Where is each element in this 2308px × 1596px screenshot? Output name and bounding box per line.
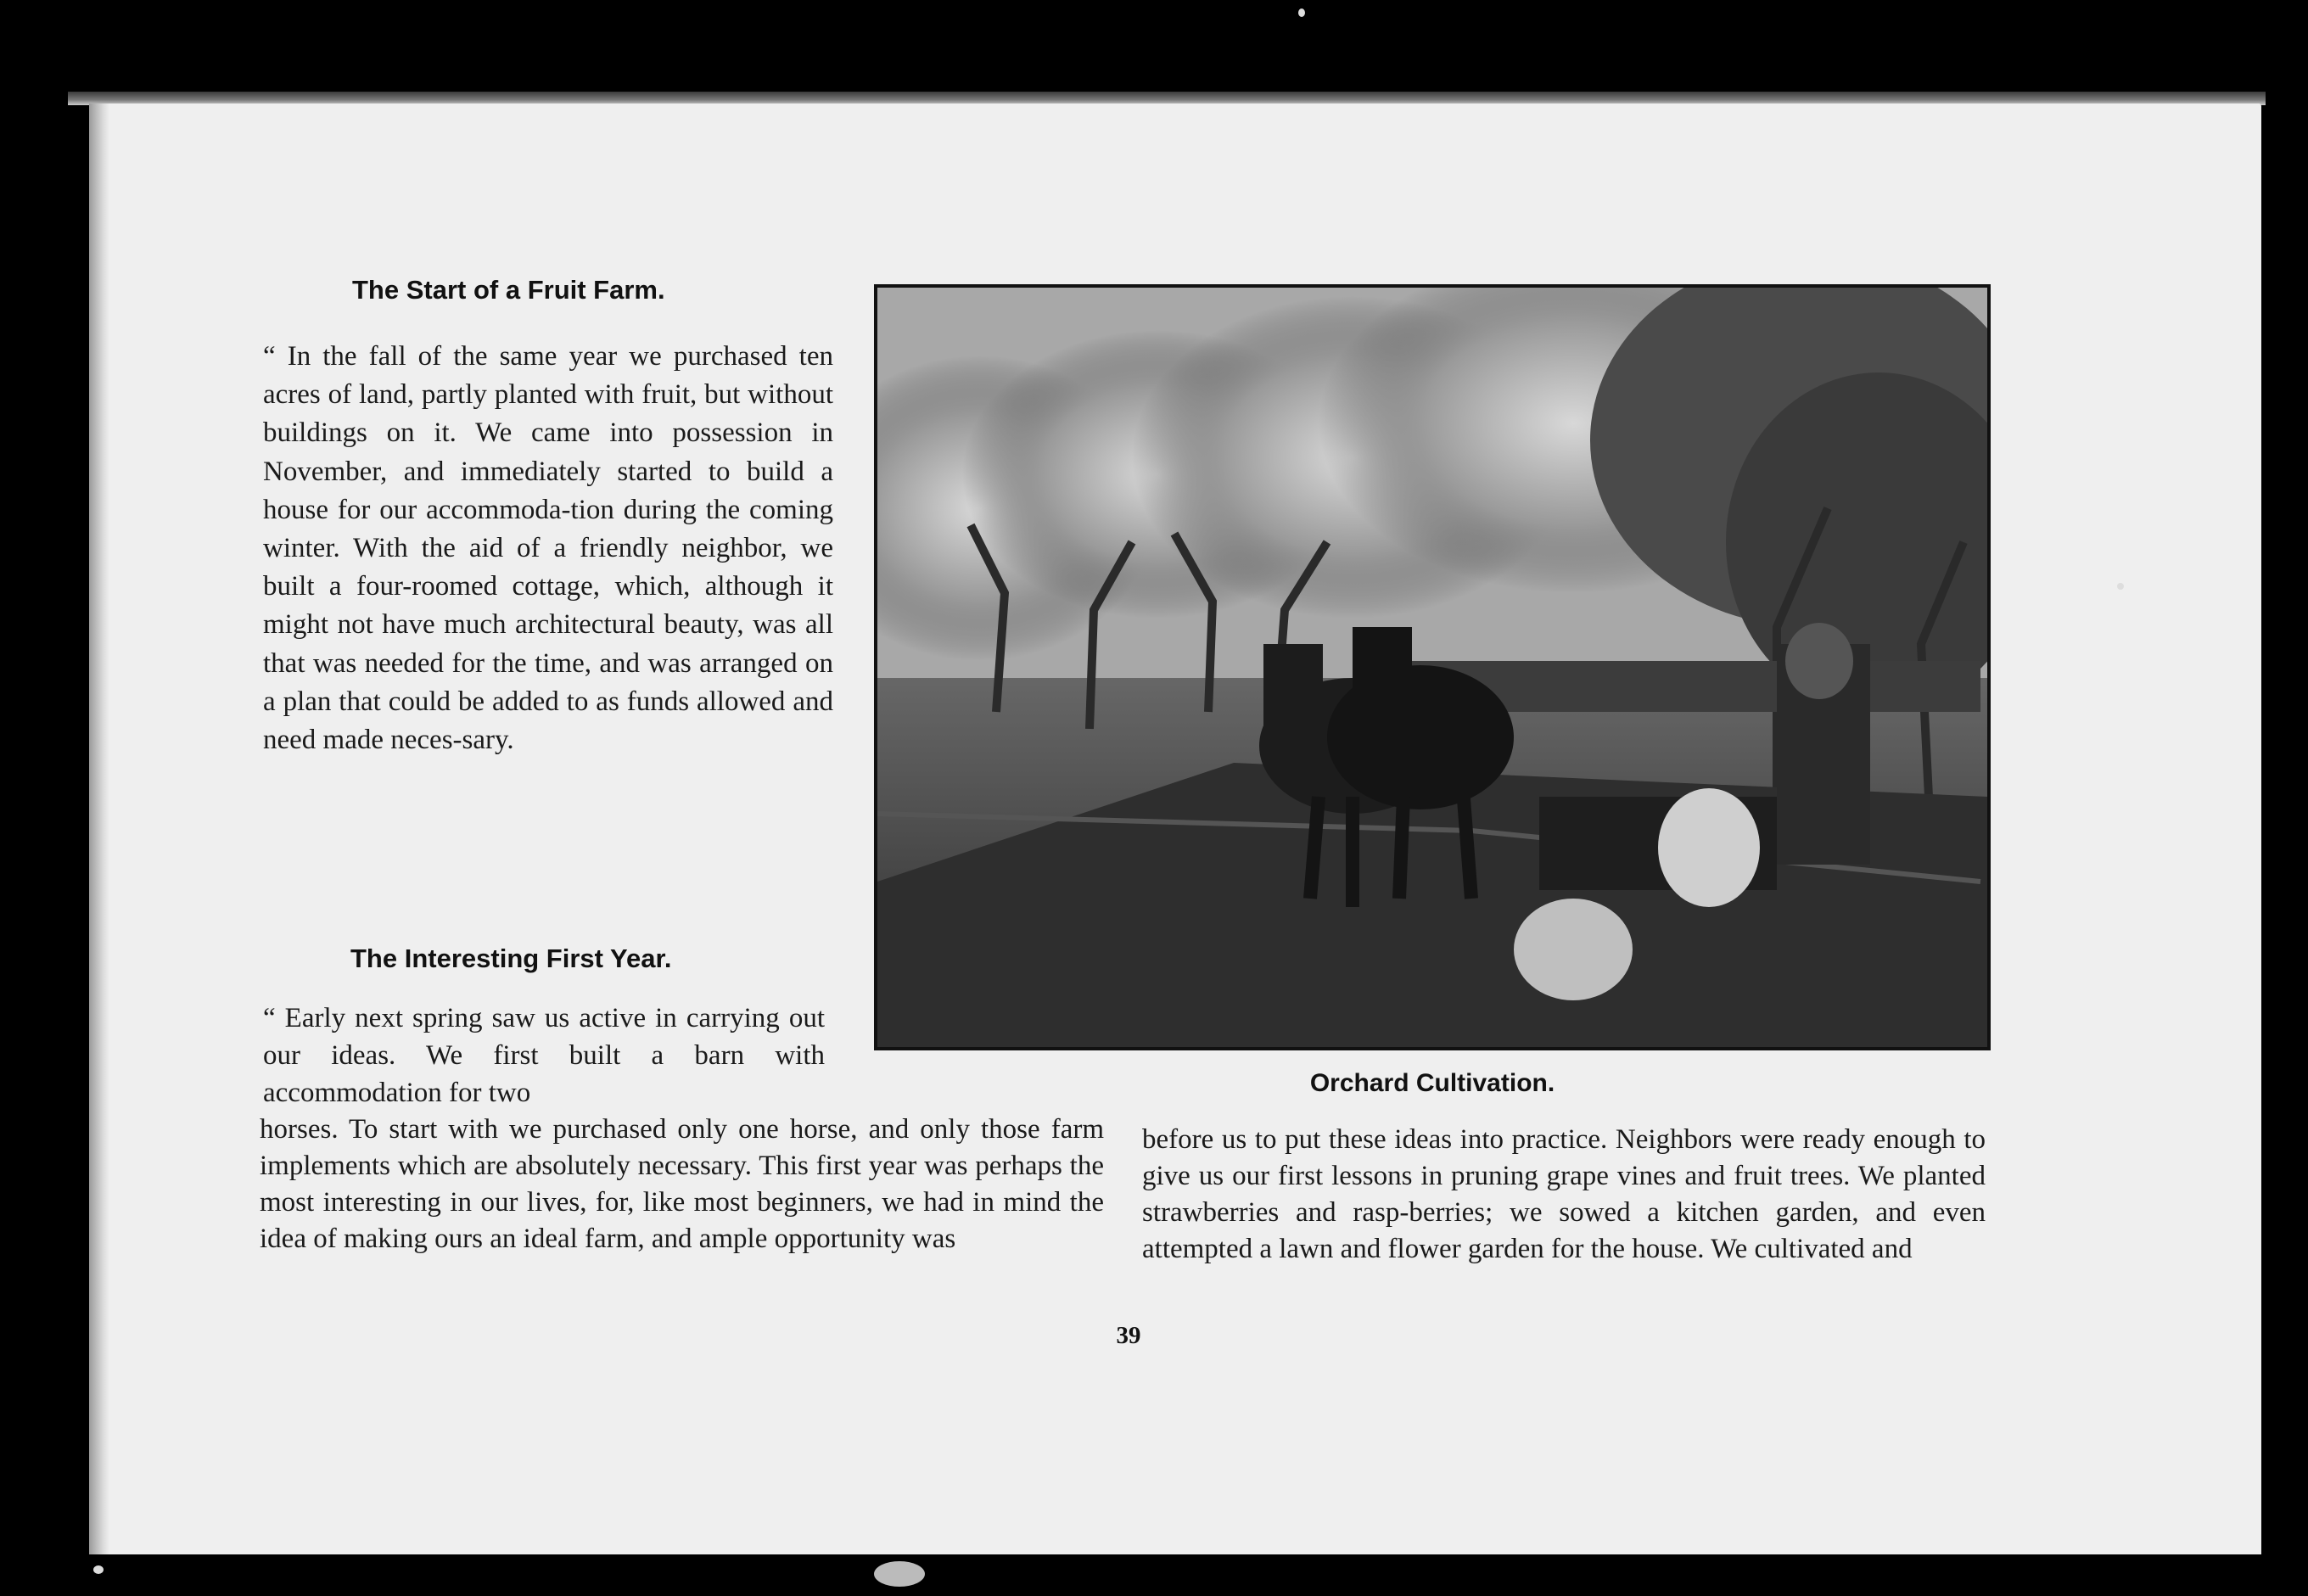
section-heading-fruit-farm: The Start of a Fruit Farm.	[352, 275, 665, 305]
paragraph-first-year-left-column: horses. To start with we purchased only one horse, and only those farm implements which are absolutely necessary. This first year was perhaps the most interesting in our lives, for, like most beginners, we had in mind the idea of making ours an ideal farm, and ample opportunity was	[260, 1114, 1104, 1254]
orchard-photo	[874, 284, 1991, 1050]
scan-speck	[2117, 583, 2124, 590]
scan-speck	[1298, 8, 1305, 17]
scan-speck	[93, 1565, 104, 1574]
book-gutter	[89, 104, 109, 1554]
section-heading-first-year: The Interesting First Year.	[350, 944, 672, 973]
page-number: 39	[1116, 1322, 1141, 1349]
scan-speck	[874, 1561, 925, 1587]
paragraph-first-year-narrow: “ Early next spring saw us active in carrying out our ideas. We first built a barn with accommodation for two	[263, 1003, 825, 1108]
paragraph-fruit-farm: “ In the fall of the same year we purchased ten acres of land, partly planted with fruit, but without buildings on it. We came into possession in November, and immediately started to build a house for our accommoda-tion during the coming winter. With the aid of a friendly neighbor, we built a four-roomed cottage, which, although it might not have much architectural beauty, was all that was needed for the time, and was arranged on a plan that could be added to as funds allowed and need made neces-sary.	[263, 341, 833, 756]
paragraph-first-year-right-column: before us to put these ideas into practice. Neighbors were ready enough to give us our first lessons in pruning grape vines and fruit trees. We planted strawberries and rasp-berries; we sowed a kitchen garden, and even attempted a lawn and flower garden for the house. We cultivated and	[1142, 1124, 1986, 1264]
photo-caption: Orchard Cultivation.	[1309, 1069, 1555, 1097]
